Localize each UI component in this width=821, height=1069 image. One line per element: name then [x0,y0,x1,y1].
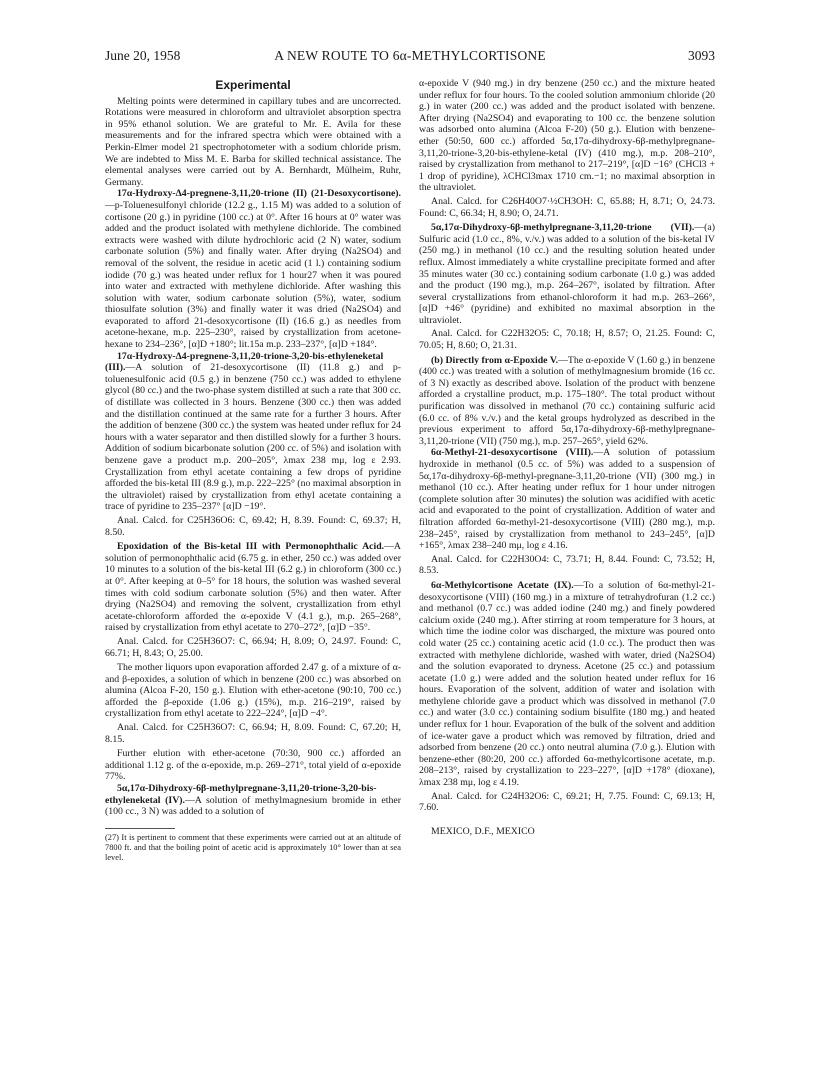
compound-heading: 6α-Methyl-21-desoxycortisone (VIII). [431,447,594,459]
header-running-title: A NEW ROUTE TO 6α-METHYLCORTISONE [274,48,546,63]
compound-heading: 17α-Hydroxy-Δ4-pregnene-3,11,20-trione (II) (21-Desoxycortisone). [117,188,401,200]
left-column [105,78,401,863]
analysis-line: Anal. Calcd. for C25H36O7: C, 66.94; H, 8.09. Found: C, 67.20; H, 8.15. [105,722,401,745]
paragraph-body: —The α-epoxide V (1.60 g.) in benzene (400 cc.) was treated with a solution of methylmagnesium bromide (16 cc. of 3 N) exactly as described above. Isolation of the product with benzene afforded a crystalline product, m.p. 175–180°. The total product without purification was dissolved in methanol (70 cc.) containing sulfuric acid (6.0 cc. of 8% v./v.) and the ketal groups hydrolyzed as described in the previous experiment to afford 5α,17α-dihydroxy-6β-methylpregnane-3,11,20-trione (VII) (750 mg.), m.p. 257–265°, yield 62%. [419,354,715,447]
header-date: June 20, 1958 [105,48,181,63]
paragraph-body: —A solution of 21-desoxycortisone (II) (11.8 g.) and p-toluenesulfonic acid (0.5 g.) in benzene (750 cc.) was added to ethylene glycol (80 cc.) and the two-phase system distilled at such a rate that 300 cc. of distillate was collected in 3 hours. Benzene (300 cc.) then was added and the distillation continued at the same rate for a further 3 hours. After the addition of benzene (300 cc.) the system was heated under reflux for 24 hours with a water separator and then distilled slowly for a further 3 hours. Addition of sodium bicarbonate solution (200 cc. of 5%) and isolation with benzene gave a product m.p. 200–205°, λmax 238 mμ, log ε 2.93. Crystallization from ethyl acetate containing a few drops of pyridine afforded the bis-ketal III (8.9 g.), m.p. 222–225° (no maximal absorption in the ultraviolet) raised by crystallization from ethyl acetate containing a trace of pyridine to 235–237° [α]D −19°. [105,362,401,513]
compound-heading: 5α,17α-Dihydroxy-6β-methylpregnane-3,11,20-trione-3,20-bis-ethyleneketal (IV). [105,783,377,806]
paragraph-compound-vii [419,222,715,326]
footnote-divider [105,828,175,829]
paragraph-epoxidation [105,541,401,634]
intro-paragraph: Melting points were determined in capillary tubes and are uncorrected. Rotations were measured in chloroform and ultraviolet absorption spectra in 95% ethanol solution. We are grateful to Mr. E. Avila for these measurements and for the infrared spectra which were obtained with a Perkin-Elmer model 21 spectrophotometer with a sodium chloride prism. We are indebted to Miss M. E. Barba for skilled technical assistance. The elemental analyses were carried out by A. Bernhardt, Mülheim, Ruhr, Germany. [105,95,401,188]
section-title: Experimental [215,78,291,92]
paragraph-mother-liquors: The mother liquors upon evaporation afforded 2.47 g. of a mixture of α- and β-epoxides, a solution of which in benzene (200 cc.) was absorbed on alumina (Alcoa F-20, 150 g.). Elution with ether-acetone (90:10, 700 cc.) afforded the β-epoxide (1.06 g.) (15%), m.p. 216–219°, raised by crystallization from ethyl acetate to 222–224°, [α]D −4°. [105,662,401,720]
header-page-number: 3093 [688,48,715,63]
paragraph-body: —A solution of permonophthalic acid (6.75 g. in ether, 250 cc.) was added over 10 minutes to a solution of the bis-ketal III (6.2 g.) in chloroform (300 cc.) at 0°. After keeping at 0–5° for 18 hours, the solution was washed several times with cold sodium carbonate solution (5%) and then water. After drying (Na2SO4) and removing the solvent, crystallization from ethyl acetate-chloroform afforded the α-epoxide V (4.1 g.), m.p. 265–268°, raised by crystallization from ethyl acetate to 270–272°, [α]D −35°. [105,541,401,634]
compound-heading: 17α-Hydroxy-Δ4-pregnene-3,11,20-trione-3,20-bis-ethyleneketal (III). [105,350,384,374]
analysis-line: Anal. Calcd. for C25H36O6: C, 69.42; H, 8.39. Found: C, 69.37; H, 8.50. [105,514,401,538]
paragraph-body: —To a solution of 6α-methyl-21-desoxycortisone (VIII) (160 mg.) in a mixture of tetrahydrofuran (1.2 cc.) and methanol (0.7 cc.) was added iodine (240 mg.) and finely powdered calcium oxide (240 mg.). After stirring at room temperature for 3 hours, at which time the iodine color was discharged, the mixture was poured onto cold water (25 cc.) containing acetic acid (1.0 cc.). The product then was extracted with methylene dichloride, washed with water, dried (Na2SO4) and the solution evaporated to dryness. Acetone (25 cc.) and potassium acetate (1.0 g.) were added and the solution heated under reflux for 16 hours. Evaporation of the solvent, addition of water and isolation with methylene chloride gave a product which was dissolved in methanol (7.0 cc.) and water (3.0 cc.) containing sodium bisulfite (180 mg.) and heated under reflux for 1 hour. Evaporation of the bulk of the solvent and addition of ice-water gave a product which was removed by filtration, dried and adsorbed from benzene (20 cc.) onto neutral alumina (7.0 g.). Elution with benzene-ether (80:20, 200 cc.) afforded 6α-methylcortisone acetate, m.p. 208–213°, raised by crystallization to 223–227°, [α]D +178° (dioxane), λmax 238 mμ, log ε 4.19. [419,579,715,789]
paragraph-body: —(a) Sulfuric acid (1.0 cc., 8%, v./v.) was added to a solution of the bis-ketal IV (250 mg.) in methanol (10 cc.) and the resulting solution heated under reflux. Almost immediately a white crystalline precipitate formed and after 35 minutes water (30 cc.) containing sodium carbonate (1.0 g.) was added and the product (190 mg.), m.p. 264–267°, isolated by filtration. After several crystallizations from ethanol-chloroform it had m.p. 263–266°, [α]D +46° (pyridine) and exhibited no maximal absorption in the ultraviolet. [419,222,715,326]
paragraph-compound-ix [419,580,715,789]
compound-heading: Epoxidation of the Bis-ketal III with Permonophthalic Acid. [117,541,385,553]
footnote: (27) It is pertinent to comment that these experiments were carried out at an altitude of 7800 ft. and that the boiling point of acetic acid is approximately 10° lower than at sea level. [105,832,401,862]
analysis-line: Anal. Calcd. for C22H30O4: C, 73.71; H, 8.44. Found: C, 73.52; H, 8.53. [419,553,715,577]
paragraph-continued: α-epoxide V (940 mg.) in dry benzene (250 cc.) and the mixture heated under reflux for four hours. To the cooled solution ammonium chloride (20 g.) in water (200 cc.) was added and the product isolated with benzene. After drying (Na2SO4) and evaporating to 100 cc. the benzene solution was adsorbed onto alumina (Alcoa F-20) (50 g.). Elution with benzene-ether (50:50, 600 cc.) afforded 5α,17α-dihydroxy-6β-methylpregnane-3,11,20-trione-3,20-bis-ethylene-ketal (IV) (410 mg.), m.p. 208–210°, raised by crystallization from methanol to 217–219°, [α]D −16° (CHCl3 + 1 drop of pyridine), λCHCl3max 1710 cm.−1; no maximal absorption in the ultraviolet. [419,78,715,194]
analysis-line: Anal. Calcd. for C25H36O7: C, 66.94; H, 8.09; O, 24.97. Found: C, 66.71; H, 8.43; O, 25.00. [105,635,401,659]
compound-heading: 5α,17α-Dihydroxy-6β-methylpregnane-3,11,20-trione (VII). [431,222,695,234]
analysis-line: Anal. Calcd. for C26H40O7·½CH3OH: C, 65.88; H, 8.71; O, 24.73. Found: C, 66.34; H, 8.90; O, 24.71. [419,195,715,219]
paragraph-body: —p-Toluenesulfonyl chloride (12.2 g., 1.15 M) was added to a solution of cortisone (20 g.) in pyridine (100 cc.) at 0°. After 16 hours at 0° water was added and the product isolated with methylene dichloride. The combined extracts were washed with dilute hydrochloric acid (2 N) water, sodium carbonate solution (5%) and finally water. After drying (Na2SO4) and removal of the solvent, the residue in acetic acid (1 l.) containing sodium iodide (70 g.) was heated under reflux for 1 hour27 when it was poured into water and extracted with methylene dichloride. After washing this solution with water, sodium carbonate solution (5%), water, sodium thiosulfate solution (3%) and finally water it was dried (Na2SO4) and evaporated to afford 21-desoxycortisone (II) (16.6 g.) as needles from acetone-hexane, m.p. 225–230°, raised by crystallization from acetone-hexane to 234–236°, [α]D +180°; lit.15a m.p. 233–237°, [α]D +184°. [105,199,401,351]
compound-heading: 6α-Methylcortisone Acetate (IX). [431,579,574,591]
paragraph-compound-iv [105,783,401,818]
right-column [419,78,715,837]
paragraph-further-elution: Further elution with ether-acetone (70:30, 900 cc.) afforded an additional 1.12 g. of the α-epoxide, m.p. 269–271°, total yield of α-epoxide 77%. [105,748,401,783]
page-header [105,48,715,64]
paragraph-body: —A solution of potassium hydroxide in methanol (0.5 cc. of 5%) was added to a suspension of 5α,17α-dihydroxy-6β-methyl-pregnane-3,11,20-trione (VII) (300 mg.) in methanol (10 cc.). After heating under reflux for 1 hour under nitrogen (complete solution after 30 minutes) the solution was acidified with acetic acid and evaporated to the point of crystallization. Addition of water and filtration afforded 6α-methyl-21-desoxycortisone (VIII) (280 mg.), m.p. 238–245°, raised by crystallization from methanol to 243–245°, [α]D +165°, λmax 238–240 mμ, log ε 4.16. [419,447,715,552]
paragraph-compound-viii [419,447,715,551]
paragraph-compound-ii [105,188,401,350]
affiliation: MEXICO, D.F., MEXICO [431,825,535,837]
paragraph-compound-iii [105,351,401,513]
paragraph-direct-route [419,355,715,448]
compound-heading: (b) Directly from α-Epoxide V. [431,354,559,366]
analysis-line: Anal. Calcd. for C22H32O5: C, 70.18; H, 8.57; O, 21.25. Found: C, 70.05; H, 8.60; O, 21.31. [419,328,715,352]
paragraph-body: —A solution of methylmagnesium bromide in ether (100 cc., 3 N) was added to a solution of [105,794,402,818]
analysis-line: Anal. Calcd. for C24H32O6: C, 69.21; H, 7.75. Found: C, 69.13; H, 7.60. [419,790,715,814]
